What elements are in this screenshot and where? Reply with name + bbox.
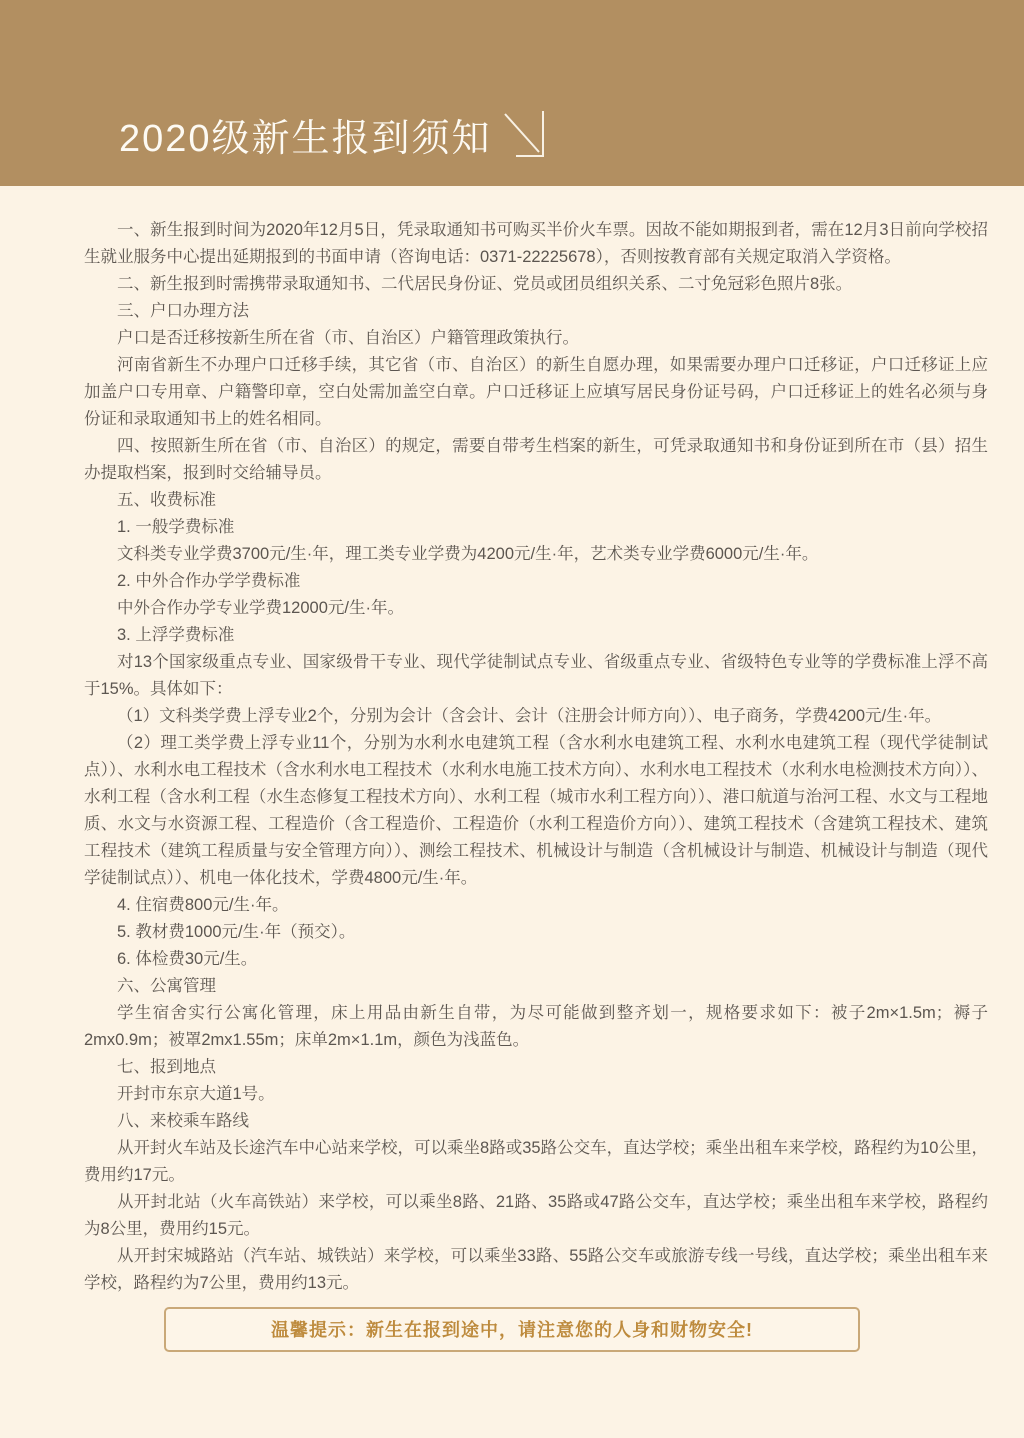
section-heading-transport: 八、来校乘车路线 (117, 1112, 249, 1130)
paragraph-textbook-fee: 5. 教材费1000元/生·年（预交）。 (117, 923, 356, 941)
arrow-to-corner-icon (502, 109, 546, 164)
section-heading-dormitory: 六、公寓管理 (117, 977, 216, 995)
paragraph-hukou-policy: 户口是否迁移按新生所在省（市、自治区）户籍管理政策执行。 (117, 329, 579, 347)
paragraph-medical-exam-fee: 6. 体检费30元/生。 (117, 950, 258, 968)
paragraph-route-songcheng-station: 从开封宋城路站（汽车站、城铁站）来学校，可以乘坐33路、55路公交车或旅游专线一号线，直达学校；乘坐出租车来学校，路程约为7公里，费用约13元。 (84, 1247, 988, 1292)
paragraph-raised-tuition-intro: 对13个国家级重点专业、国家级骨干专业、现代学徒制试点专业、省级重点专业、省级特色专业等的学费标准上浮不高于15%。具体如下： (84, 653, 988, 698)
paragraph-raised-tuition-liberal-arts: （1）文科类学费上浮专业2个，分别为会计（含会计、会计（注册会计师方向））、电子商务，学费4200元/生·年。 (117, 707, 942, 725)
subheading-joint-program-tuition: 2. 中外合作办学学费标准 (117, 572, 301, 590)
paragraph-general-tuition: 文科类专业学费3700元/生·年，理工类专业学费为4200元/生·年，艺术类专业学费6000元/生·年。 (117, 545, 819, 563)
paragraph-dormitory-detail: 学生宿舍实行公寓化管理，床上用品由新生自带，为尽可能做到整齐划一，规格要求如下：被子2m×1.5m；褥子2mx0.9m；被罩2mx1.55m；床单2m×1.1m，颜色为浅蓝色。 (84, 1004, 988, 1049)
paragraph-accommodation-fee: 4. 住宿费800元/生·年。 (117, 896, 289, 914)
paragraph-registration-time: 一、新生报到时间为2020年12月5日，凭录取通知书可购买半价火车票。因故不能如期报到者，需在12月3日前向学校招生就业服务中心提出延期报到的书面申请（咨询电话：0371-22225678），否则按教育部有关规定取消入学资格。 (84, 221, 988, 266)
paragraph-route-railway-station: 从开封火车站及长途汽车中心站来学校，可以乘坐8路或35路公交车，直达学校；乘坐出租车来学校，路程约为10公里，费用约17元。 (84, 1139, 988, 1184)
subheading-general-tuition: 1. 一般学费标准 (117, 518, 235, 536)
section-heading-location: 七、报到地点 (117, 1058, 216, 1076)
paragraph-archives: 四、按照新生所在省（市、自治区）的规定，需要自带考生档案的新生，可凭录取通知书和身份证到所在市（县）招生办提取档案，报到时交给辅导员。 (84, 437, 988, 482)
notice-body (0, 186, 1024, 1297)
paragraph-location-address: 开封市东京大道1号。 (117, 1085, 275, 1103)
paragraph-hukou-detail: 河南省新生不办理户口迁移手续，其它省（市、自治区）的新生自愿办理，如果需要办理户口迁移证，户口迁移证上应加盖户口专用章、户籍警印章，空白处需加盖空白章。户口迁移证上应填写居民身份证号码，户口迁移证上的姓名必须与身份证和录取通知书上的姓名相同。 (84, 356, 988, 428)
header-band (0, 0, 1024, 186)
paragraph-raised-tuition-engineering: （2）理工类学费上浮专业11个，分别为水利水电建筑工程（含水利水电建筑工程、水利水电建筑工程（现代学徒制试点））、水利水电工程技术（含水利水电工程技术（水利水电施工技术方向）、水利水电工程技术（水利水电检测技术方向））、水利工程（含水利工程（水生态修复工程技术方向）、水利工程（城市水利工程方向））、港口航道与治河工程、水文与工程地质、水文与水资源工程、工程造价（含工程造价、工程造价（水利工程造价方向））、建筑工程技术（含建筑工程技术、建筑工程技术（建筑工程质量与安全管理方向））、测绘工程技术、机械设计与制造（含机械设计与制造、机械设计与制造（现代学徒制试点））、机电一体化技术，学费4800元/生·年。 (84, 734, 988, 887)
subheading-raised-tuition: 3. 上浮学费标准 (117, 626, 235, 644)
section-heading-fees: 五、收费标准 (117, 491, 216, 509)
title-row (119, 109, 546, 158)
paragraph-joint-program-tuition: 中外合作办学专业学费12000元/生·年。 (117, 599, 404, 617)
paragraph-route-north-station: 从开封北站（火车高铁站）来学校，可以乘坐8路、21路、35路或47路公交车，直达学校；乘坐出租车来学校，路程约为8公里，费用约15元。 (84, 1193, 988, 1238)
section-heading-hukou: 三、户口办理方法 (117, 302, 249, 320)
page-title: 2020级新生报到须知 (119, 118, 492, 160)
tip-container (0, 1307, 1024, 1352)
paragraph-required-documents: 二、新生报到时需携带录取通知书、二代居民身份证、党员或团员组织关系、二寸免冠彩色照片8张。 (117, 275, 853, 293)
warm-tip-banner: 温馨提示：新生在报到途中，请注意您的人身和财物安全! (164, 1307, 860, 1352)
